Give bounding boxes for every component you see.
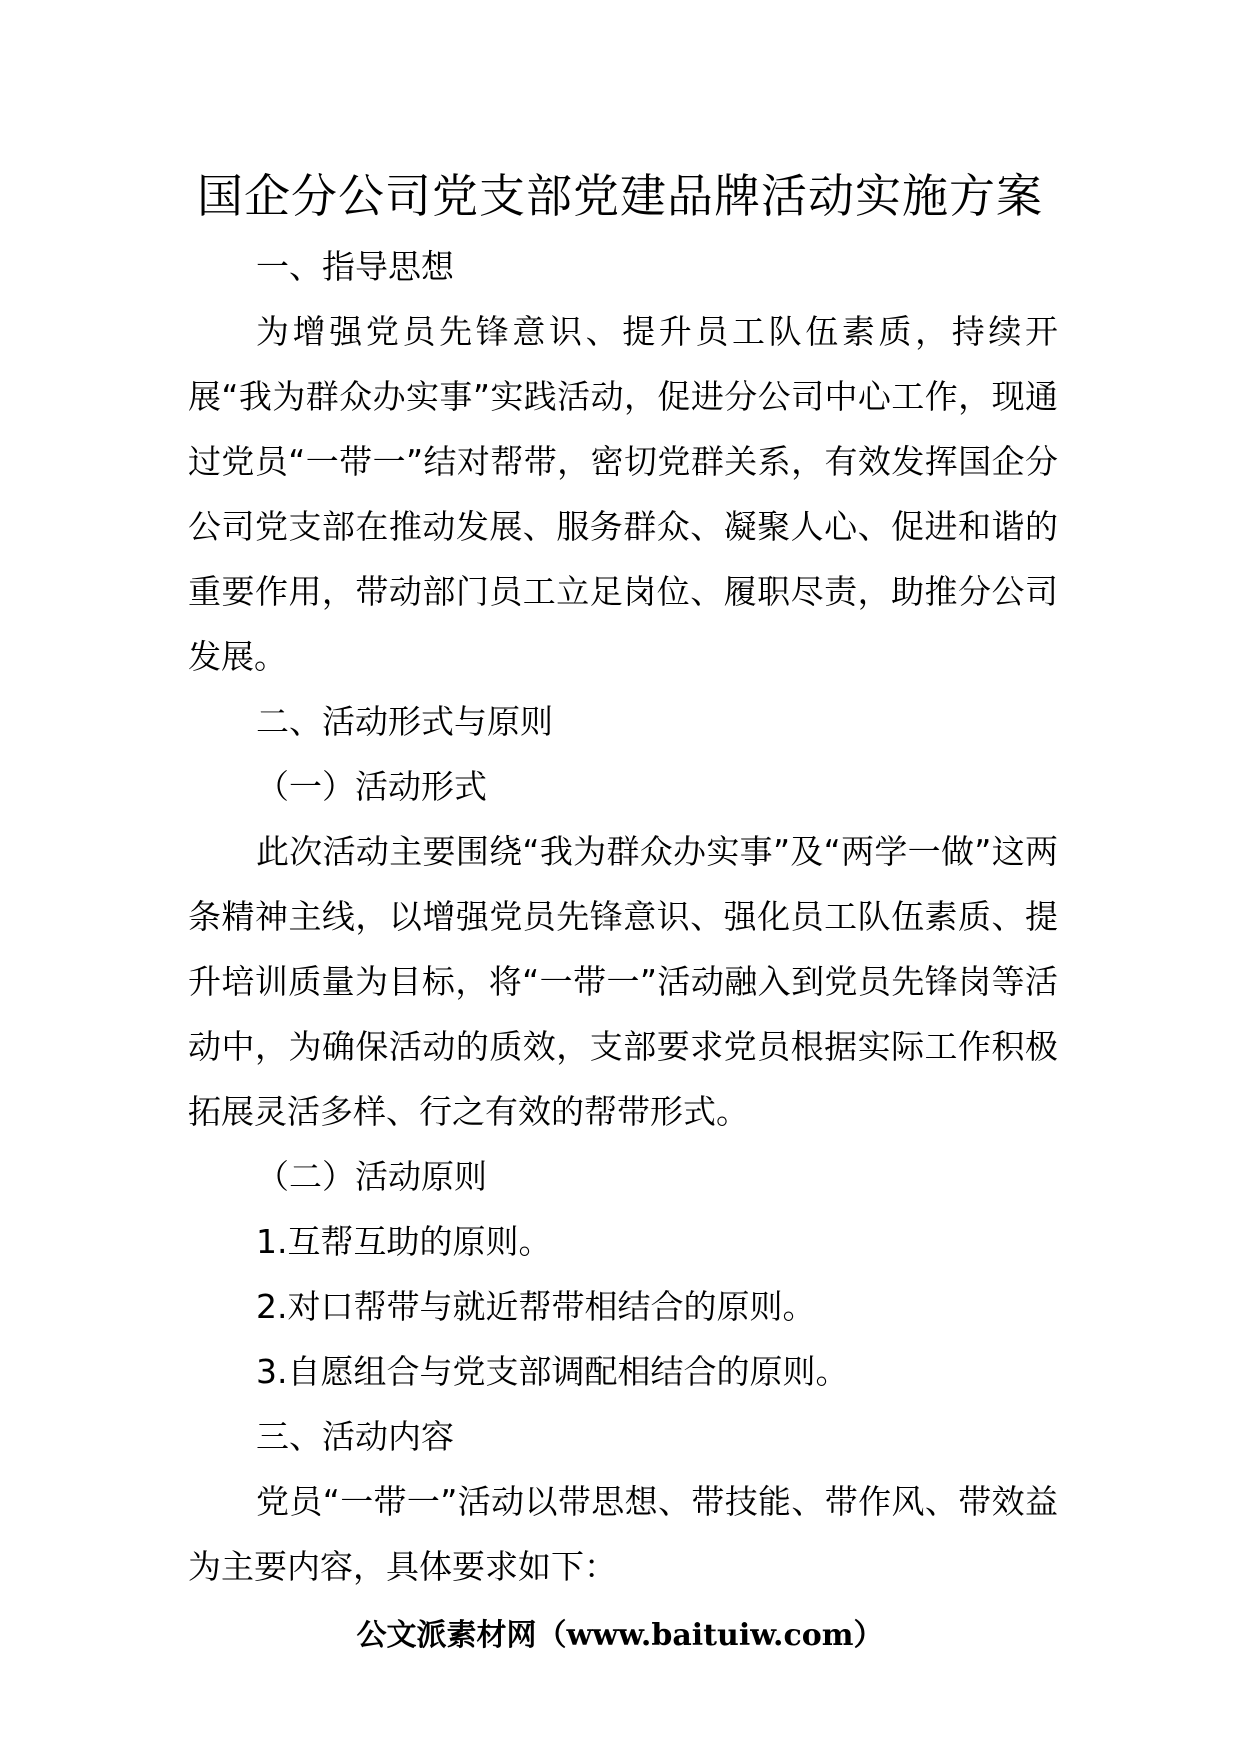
paragraph-activity-form: 此次活动主要围绕“我为群众办实事”及“两学一做”这两条精神主线，以增强党员先锋意识、强化员工队伍素质、提升培训质量为目标，将“一带一”活动融入到党员先锋岗等活动中，为确保活动的质效，支部要求党员根据实际工作积极拓展灵活多样、行之有效的帮带形式。 [188, 832, 1058, 1131]
paragraph-guiding-ideology: 为增强党员先锋意识、提升员工队伍素质，持续开展“我为群众办实事”实践活动，促进分公司中心工作，现通过党员“一带一”结对帮带，密切党群关系，有效发挥国企分公司党支部在推动发展、服务群众、凝聚人心、促进和谐的重要作用，带动部门员工立足岗位、履职尽责，助推分公司发展。 [188, 312, 1058, 676]
paragraph-activity-content: 党员“一带一”活动以带思想、带技能、带作风、带效益为主要内容，具体要求如下： [188, 1482, 1058, 1586]
subheading-activity-form: （一）活动形式 [256, 767, 487, 806]
list-item-principle-3: 3.自愿组合与党支部调配相结合的原则。 [256, 1352, 849, 1391]
list-item-principle-1: 1.互帮互助的原则。 [256, 1222, 552, 1261]
document-title: 国企分公司党支部党建品牌活动实施方案 [197, 169, 1043, 223]
subheading-activity-principles: （二）活动原则 [256, 1157, 487, 1196]
document-body [188, 234, 1058, 1599]
section-heading-activity-content: 三、活动内容 [256, 1417, 454, 1456]
footer-watermark: 公文派素材网（www.baituiw.com） [356, 1618, 884, 1653]
list-item-principle-2: 2.对口帮带与就近帮带相结合的原则。 [256, 1287, 816, 1326]
section-heading-form-and-principles: 二、活动形式与原则 [256, 702, 553, 741]
section-heading-guiding-ideology: 一、指导思想 [256, 247, 454, 286]
